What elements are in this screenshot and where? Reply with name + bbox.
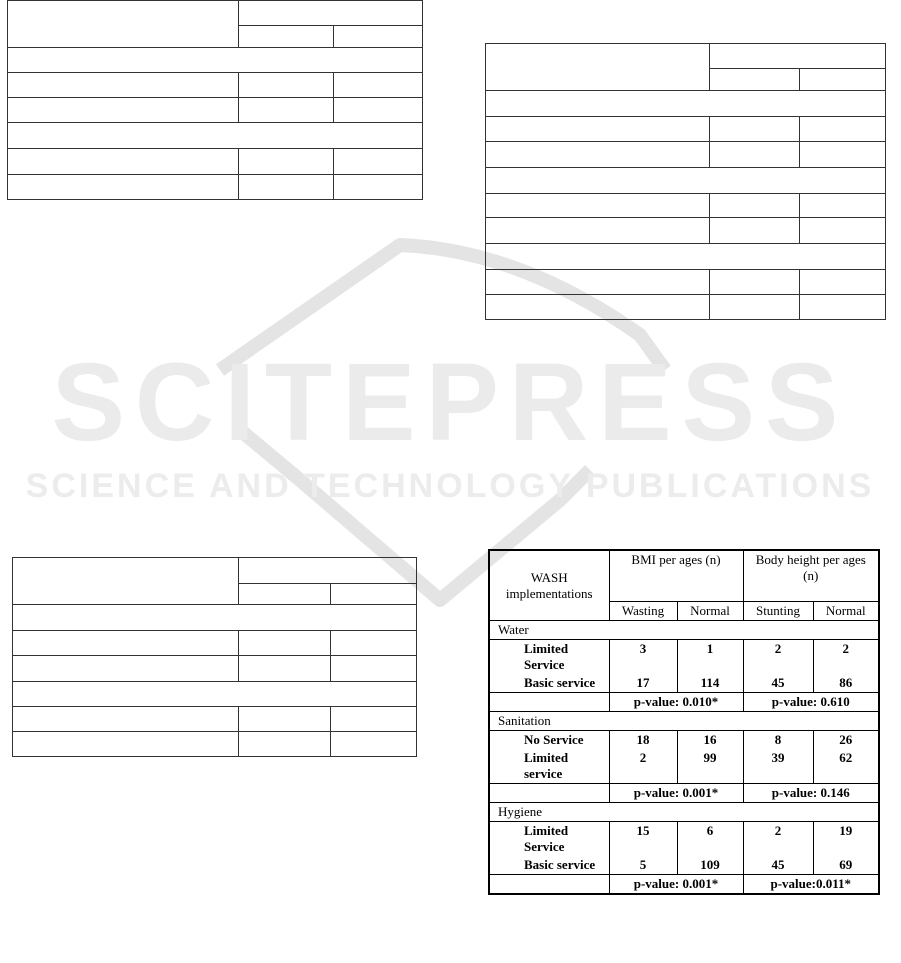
row-label: Limited service (489, 749, 609, 784)
cell-value: 6 (677, 822, 743, 857)
table-row (489, 674, 879, 693)
p-value-bmi: p-value: 0.001* (609, 875, 743, 895)
header-normal-bmi: Normal (677, 602, 743, 621)
table-row (489, 731, 879, 750)
empty-table-top-right (485, 43, 886, 320)
cell-value: 45 (743, 856, 813, 875)
cell-value: 16 (677, 731, 743, 750)
cell-value: 2 (813, 640, 879, 675)
p-value-height: p-value: 0.146 (743, 784, 879, 803)
header-bmi-per-ages: BMI per ages (n) (609, 550, 743, 602)
cell-value: 5 (609, 856, 677, 875)
row-label: Limited Service (489, 640, 609, 675)
p-value-height: p-value:0.011* (743, 875, 879, 895)
cell-value: 1 (677, 640, 743, 675)
table-row (489, 640, 879, 675)
row-label: Basic service (489, 674, 609, 693)
cell-value: 69 (813, 856, 879, 875)
cell-value: 39 (743, 749, 813, 784)
header-wash-implementations: WASH implementations (489, 550, 609, 621)
cell-value: 62 (813, 749, 879, 784)
row-label: No Service (489, 731, 609, 750)
p-value-bmi: p-value: 0.001* (609, 784, 743, 803)
cell-value: 2 (743, 822, 813, 857)
watermark-tagline: SCIENCE AND TECHNOLOGY PUBLICATIONS (25, 467, 875, 505)
cell-value: 99 (677, 749, 743, 784)
section-water: Water (489, 621, 879, 640)
header-wasting: Wasting (609, 602, 677, 621)
cell-value: 18 (609, 731, 677, 750)
p-value-height: p-value: 0.610 (743, 693, 879, 712)
cell-value: 45 (743, 674, 813, 693)
row-label: Basic service (489, 856, 609, 875)
cell-value: 19 (813, 822, 879, 857)
wash-results-table (488, 549, 880, 895)
cell-value: 17 (609, 674, 677, 693)
cell-value: 3 (609, 640, 677, 675)
watermark-brand: SCITEPRESS (51, 341, 849, 464)
header-body-height-per-ages: Body height per ages (n) (743, 550, 879, 602)
table-row (489, 856, 879, 875)
cell-value: 2 (743, 640, 813, 675)
row-label: Limited Service (489, 822, 609, 857)
table-row (489, 749, 879, 784)
header-normal-height: Normal (813, 602, 879, 621)
section-hygiene: Hygiene (489, 803, 879, 822)
cell-value: 86 (813, 674, 879, 693)
section-sanitation: Sanitation (489, 712, 879, 731)
empty-table-top-left (7, 0, 423, 200)
cell-value: 15 (609, 822, 677, 857)
empty-table-bottom-left (12, 557, 417, 757)
table-row (489, 822, 879, 857)
p-value-bmi: p-value: 0.010* (609, 693, 743, 712)
cell-value: 2 (609, 749, 677, 784)
cell-value: 26 (813, 731, 879, 750)
cell-value: 8 (743, 731, 813, 750)
cell-value: 109 (677, 856, 743, 875)
cell-value: 114 (677, 674, 743, 693)
header-stunting: Stunting (743, 602, 813, 621)
